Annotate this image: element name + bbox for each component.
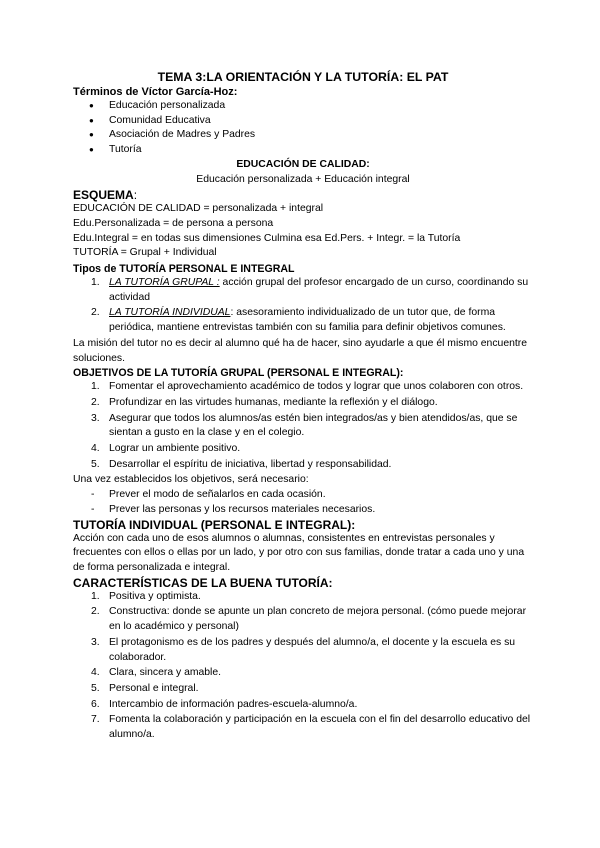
terminos-heading: Términos de Víctor García-Hoz: [73,86,238,98]
caracteristicas-list [73,590,533,743]
list-item [73,605,533,634]
list-item [73,666,533,681]
item-text: : asesoramiento individualizado de un tutor que, de forma periódica, mantiene entrevistas también con su familia para definir objetivos comunes. [109,307,506,334]
esquema-line: Edu.Personalizada = de persona a persona [73,217,274,229]
item-text: El protagonismo es de los padres y después del alumno/a, el docente y la escuela es su colaborador. [109,636,516,663]
individual-paragraph: Acción con cada uno de esos alumnos o alumnas, consistentes en entrevistas personales y frecuentes con ellos o ellas por un lado, y por otro con sus familias, donde tratar a cada uno y una de forma personalizada e integral. [73,532,525,573]
item-term: LA TUTORÍA INDIVIDUAL [109,307,231,319]
mision-paragraph: La misión del tutor no es decir al alumno qué ha de hacer, sino ayudarle a que él mismo encuentre soluciones. [73,337,527,364]
esquema-line: TUTORÍA = Grupal + Individual [73,247,217,259]
item-text: Constructiva: donde se apunte un plan concreto de mejora personal. (cómo puede mejorar en lo académico y personal) [109,606,527,633]
item-number: 7. [91,714,100,726]
list-item [73,590,533,605]
list-item [73,380,533,395]
esquema-colon: : [133,188,138,203]
caracteristicas-heading: CARACTERÍSTICAS DE LA BUENA TUTORÍA: [73,575,333,590]
item-text: Intercambio de información padres-escuela-alumno/a. [109,698,358,710]
esquema-line: EDUCACIÓN DE CALIDAD = personalizada + integral [73,203,324,215]
item-text: Personal e integral. [109,682,199,694]
item-text: Desarrollar el espíritu de iniciativa, libertad y responsabilidad. [109,458,392,470]
tipos-list [73,276,533,336]
item-number: 1. [91,590,100,602]
list-item: - Prever el modo de señalarlos en cada ocasión. [73,488,533,503]
item-number: 5. [91,682,100,694]
item-term: LA TUTORÍA GRUPAL : [109,277,220,289]
item-number: 4. [91,443,100,455]
item-number: 3. [91,636,100,648]
document-page [73,70,533,744]
item-number: 2. [91,606,100,618]
list-item: ● Asociación de Madres y Padres [73,128,533,143]
item-text: acción grupal del profesor encargado de un curso, coordinando su actividad [109,277,529,303]
item-number: 1. [91,277,100,289]
list-item [73,442,533,457]
item-text: Lograr un ambiente positivo. [109,443,241,455]
calidad-subtitle: Educación personalizada + Educación integral [196,173,410,185]
calidad-heading: EDUCACIÓN DE CALIDAD: [236,158,370,170]
item-text: Profundizar en las virtudes humanas, mediante la reflexión y el diálogo. [109,396,438,408]
esquema-heading-text: ESQUEMA [73,188,134,203]
objetivos-after: Una vez establecidos los objetivos, será necesario: [73,474,309,486]
page-title: TEMA 3:LA ORIENTACIÓN Y LA TUTORÍA: EL PAT [157,70,449,84]
list-item: ● Comunidad Educativa [73,114,533,129]
tipos-heading: Tipos de TUTORÍA PERSONAL E INTEGRAL [73,263,295,276]
item-text: Clara, sincera y amable. [109,667,222,679]
list-item [73,682,533,697]
objetivos-heading: OBJETIVOS DE LA TUTORÍA GRUPAL (PERSONAL E INTEGRAL): [73,367,404,380]
individual-heading: TUTORÍA INDIVIDUAL (PERSONAL E INTEGRAL): [73,517,356,532]
esquema-heading [73,188,533,202]
list-item: ● Tutoría [73,143,533,158]
item-text: Positiva y optimista. [109,590,201,602]
list-item [73,276,533,305]
item-text: Fomentar el aprovechamiento académico de todos y lograr que unos colaboren con otros. [109,381,524,393]
list-item [73,636,533,665]
list-item: - Prever las personas y los recursos materiales necesarios. [73,503,533,518]
item-number: 1. [91,381,100,393]
item-number: 4. [91,667,100,679]
item-number: 2. [91,396,100,408]
list-item [73,458,533,473]
list-item [73,306,533,335]
item-number: 5. [91,458,100,470]
item-number: 2. [91,307,100,319]
item-text: Asegurar que todos los alumnos/as estén bien integrados/as y bien atendidos/as, que se sientan a gusto en la clase y en el colegio. [109,412,518,439]
objetivos-list [73,380,533,472]
terminos-list [73,99,533,158]
item-number: 3. [91,412,100,424]
item-number: 6. [91,698,100,710]
list-item [73,396,533,411]
list-item [73,412,533,441]
esquema-line: Edu.Integral = en todas sus dimensiones Culmina esa Ed.Pers. + Integr. = la Tutoría [73,232,461,244]
objetivos-dash-list [73,488,533,517]
list-item [73,698,533,713]
item-text: Fomenta la colaboración y participación en la escuela con el fin del desarrollo educativo del alumno/a. [109,714,531,741]
list-item [73,713,533,742]
list-item: ● Educación personalizada [73,99,533,114]
